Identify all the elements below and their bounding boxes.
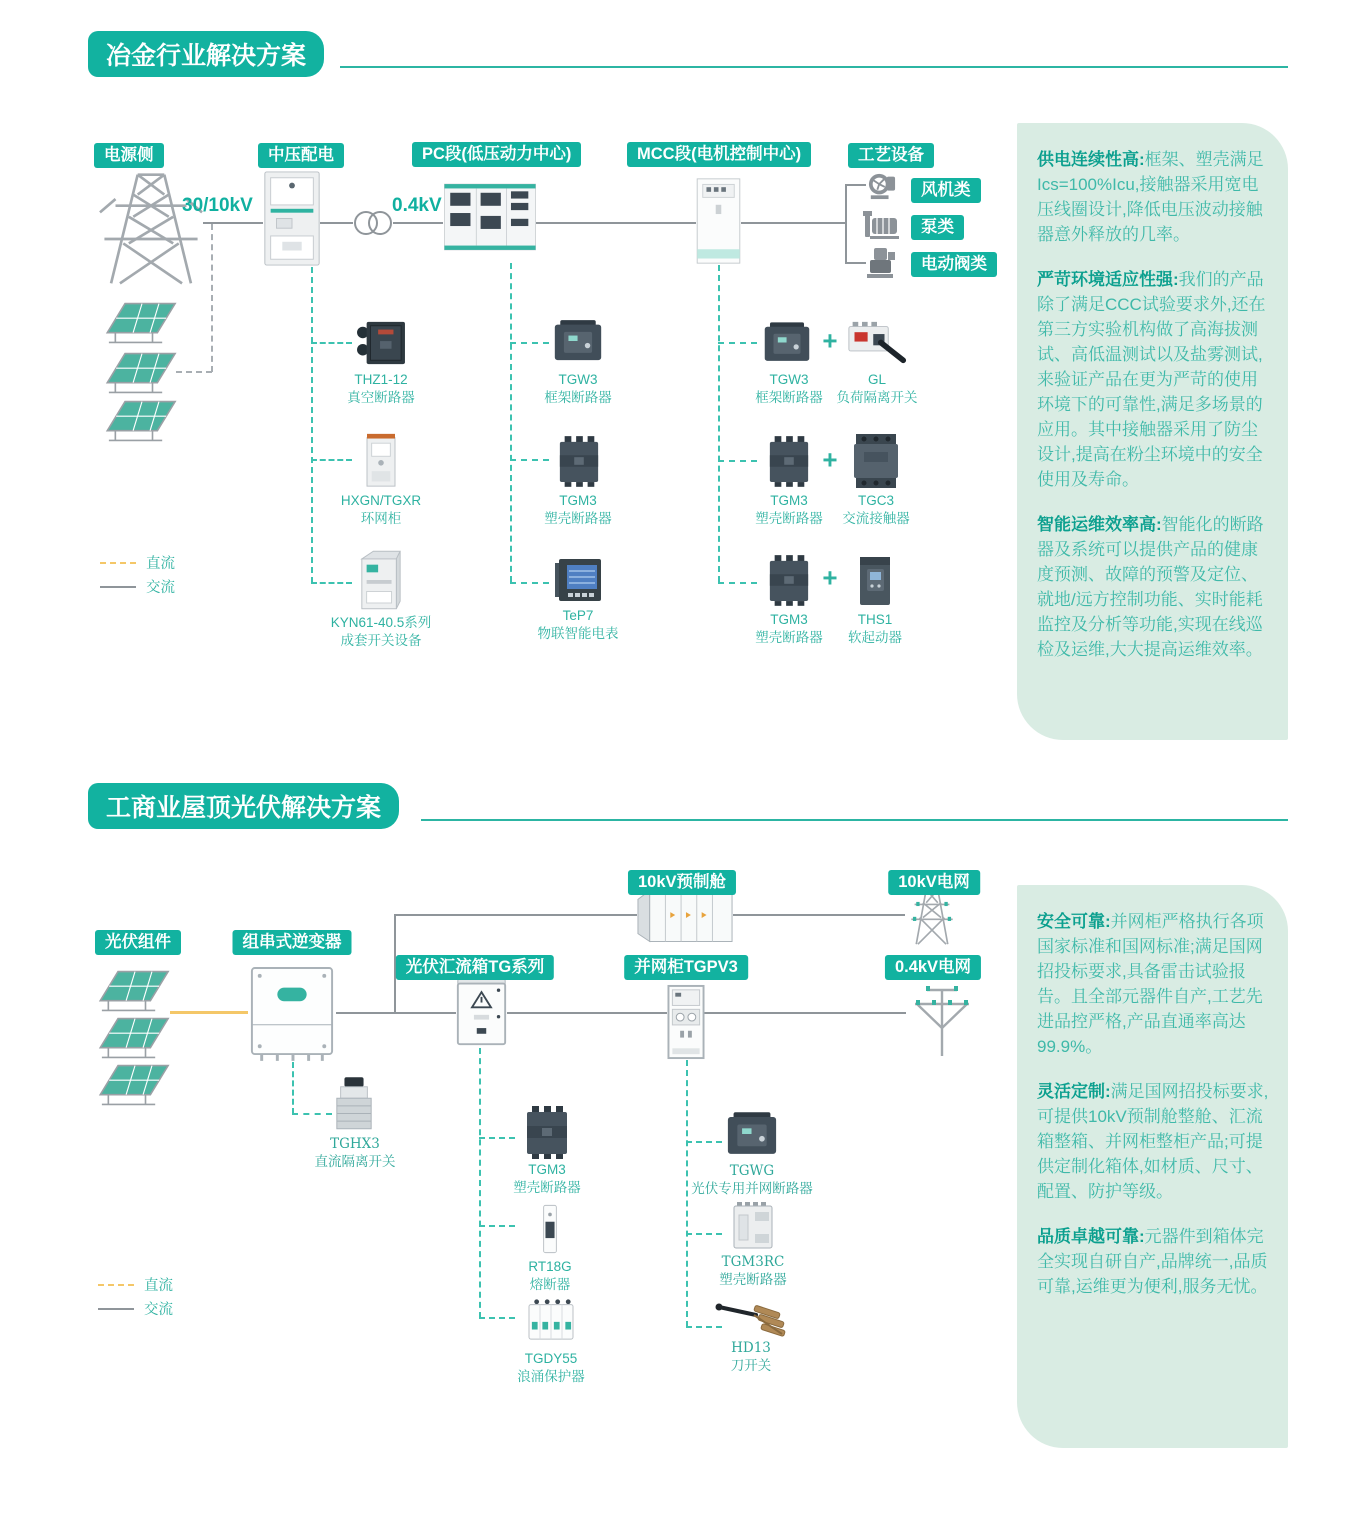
equipment-desc: 框架断路器: [544, 389, 612, 405]
equipment-label: [544, 371, 612, 407]
paragraph-body: 我们的产品除了满足CCC试验要求外,还在第三方实验机构做了高海拔测试、高低温测试以及盐雾测试,来验证产品在更为严苛的使用环境下的可靠性,满足多场景的应用。其中接触器采用了防尘设计,提高在粉尘环境中的安全使用及寿命。: [1037, 270, 1266, 489]
paragraph-lead: 品质卓越可靠:: [1037, 1227, 1145, 1246]
plus-sign: +: [822, 562, 838, 593]
equipment-desc: 光伏专用并网断路器: [691, 1180, 813, 1197]
tgm3-breaker-image: [557, 434, 601, 488]
equipment-desc: 塑壳断路器: [755, 629, 823, 645]
dc-source-dashed-line: [176, 371, 212, 373]
equipment-desc: 塑壳断路器: [544, 510, 612, 526]
paragraph-body: 框架、塑壳满足Ics=100%Icu,接触器采用宽电压线圈设计,降低电压波动接触器意外释放的几率。: [1037, 150, 1264, 244]
mv-dashed-connector: [311, 582, 352, 584]
panel-paragraph: [1037, 512, 1270, 662]
dc-line: [170, 1011, 248, 1014]
legend-dc: [98, 1274, 173, 1295]
legend-ac: [98, 1298, 173, 1319]
equipment-model: HD13: [731, 1340, 771, 1356]
equipment-model: TGW3: [558, 372, 598, 387]
badge-string-inverter: 组串式逆变器: [233, 930, 352, 955]
equipment-model: TGDY55: [524, 1351, 578, 1366]
section2-title-badge: [88, 783, 399, 829]
badge-power-side: 电源侧: [94, 143, 164, 168]
string-inverter-image: [248, 964, 336, 1062]
badge-valve-type: 电动阀类: [911, 252, 997, 277]
section2-title: 工商业屋顶光伏解决方案: [106, 794, 382, 822]
process-branch-line: [845, 184, 866, 186]
equipment-label: [528, 1258, 571, 1294]
equipment-label: [842, 492, 910, 528]
ths1-softstarter-image: [858, 555, 892, 607]
combiner-dashed-connector: [479, 1225, 515, 1227]
equipment-desc: 框架断路器: [755, 389, 823, 405]
mcc-dashed-connector: [718, 265, 720, 582]
voltage-label-lv: 0.4kV: [392, 195, 442, 216]
legend-ac: [100, 576, 175, 597]
ac-line: [741, 222, 847, 224]
equipment-model: THZ1-12: [354, 372, 408, 387]
tep7-meter-image: [553, 557, 603, 603]
equipment-model: TGM3RC: [721, 1254, 785, 1270]
badge-fan-type: 风机类: [911, 178, 981, 203]
paragraph-lead: 严苛环境适应性强:: [1037, 270, 1179, 289]
dc-line-sample: [98, 1284, 134, 1286]
legend-dc-label: 直流: [144, 1278, 173, 1294]
legend-ac-label: 交流: [146, 580, 175, 596]
badge-grid-connection-cabinet: 并网柜TGPV3: [624, 955, 748, 980]
solar-panel-icon: [98, 1064, 172, 1106]
legend-dc: [100, 552, 175, 573]
equipment-desc: 刀开关: [730, 1357, 772, 1374]
paragraph-lead: 安全可靠:: [1037, 912, 1111, 931]
paragraph-body: 智能化的断路器及系统可以提供产品的健康度预测、故障的预警及定位、就地/远方控制功能、实时能耗监控及分析等功能,实现在线巡检及运维,大大提高运维效率。: [1037, 515, 1264, 659]
equipment-model: TGWG: [729, 1163, 775, 1179]
dc-source-dashed-line: [211, 224, 213, 372]
equipment-model: TGC3: [857, 493, 894, 508]
gridcab-dashed-connector: [686, 1141, 722, 1143]
equipment-model: RT18G: [528, 1259, 572, 1274]
paragraph-lead: 灵活定制:: [1037, 1082, 1111, 1101]
equipment-model: HXGN/TGXR: [340, 493, 422, 508]
solar-panel-icon: [105, 400, 179, 442]
tgc3-contactor-image: [852, 432, 900, 490]
badge-mv-distribution: 中压配电: [258, 143, 344, 168]
process-branch-line: [845, 262, 866, 264]
equipment-label: [755, 611, 823, 647]
solar-panel-icon: [98, 970, 172, 1012]
badge-pump-type: 泵类: [911, 215, 964, 240]
equipment-label: [719, 1254, 787, 1290]
equipment-label: [755, 492, 823, 528]
solar-panel-icon: [98, 1017, 172, 1059]
badge-prefab-cabin: 10kV预制舱: [628, 870, 736, 895]
ac-line: [320, 222, 353, 224]
equipment-model: GL: [867, 372, 886, 387]
equipment-desc: 真空断路器: [347, 389, 415, 405]
equipment-label: [513, 1161, 581, 1197]
tgw3-breaker-image: [763, 320, 811, 365]
ac-line: [393, 222, 443, 224]
legend-dc-label: 直流: [146, 556, 175, 572]
distribution-pole-icon: [906, 982, 978, 1058]
tgm3-breaker-image: [524, 1104, 570, 1160]
dc-line-sample: [100, 562, 136, 564]
paragraph-body: 满足国网招投标要求,可提供10kV预制舱整舱、汇流箱整箱、并网柜整柜产品;可提供定制化箱体,如材质、尺寸、配置、防护等级。: [1037, 1082, 1269, 1201]
pv-combiner-box-image: [455, 976, 508, 1048]
ac-line-sample: [100, 586, 136, 588]
plus-sign: +: [822, 325, 838, 356]
equipment-model: TGM3: [559, 493, 597, 508]
mcc-cabinet-image: [695, 177, 742, 265]
paragraph-lead: 智能运维效率高:: [1037, 515, 1162, 534]
panel-paragraph: [1037, 909, 1270, 1059]
gridcab-dashed-connector: [686, 1060, 688, 1327]
tgdy55-spd-image: [527, 1297, 575, 1341]
pump-icon: [862, 210, 900, 240]
badge-pc-section: PC段(低压动力中心): [412, 142, 581, 167]
hxgn-ring-cabinet-image: [365, 432, 397, 488]
equipment-label: [341, 492, 421, 528]
legend-ac-label: 交流: [144, 1302, 173, 1318]
ac-line: [733, 914, 905, 916]
equipment-model: KYN61-40.5系列: [330, 615, 432, 630]
equipment-desc: 负荷隔离开关: [836, 389, 918, 405]
solar-panel-icon: [105, 302, 179, 344]
grid-connection-cabinet-image: [666, 984, 706, 1060]
equipment-desc: 交流接触器: [842, 510, 910, 526]
pc-dashed-connector: [510, 459, 549, 461]
section1-title-badge: [88, 31, 324, 77]
equipment-desc: 环网柜: [360, 510, 402, 526]
hd13-knife-switch-image: [714, 1300, 788, 1338]
section2-title-line: [421, 819, 1288, 821]
panel-paragraph: [1037, 147, 1270, 247]
mv-dashed-connector: [311, 342, 352, 344]
solar-panel-icon: [105, 352, 179, 394]
badge-grid-04kv: 0.4kV电网: [885, 955, 981, 980]
equipment-label: [691, 1163, 813, 1199]
badge-pv-modules: 光伏组件: [95, 930, 181, 955]
transformer-icon: [352, 208, 394, 238]
rt18g-fuse-image: [540, 1202, 560, 1256]
plus-sign: +: [822, 444, 838, 475]
ac-line: [704, 1012, 906, 1014]
motor-valve-icon: [864, 247, 898, 280]
ac-line: [336, 1012, 456, 1014]
combiner-dashed-connector: [479, 1048, 481, 1318]
section1-title: 冶金行业解决方案: [106, 42, 307, 70]
kyn61-cabinet-image: [358, 549, 404, 611]
tghx3-dc-switch-image: [333, 1074, 375, 1132]
gl-switch-image: [847, 320, 907, 365]
mcc-dashed-connector: [718, 460, 757, 462]
gridcab-dashed-connector: [686, 1233, 722, 1235]
mv-dashed-connector: [311, 267, 313, 583]
equipment-model: TGM3: [770, 612, 808, 627]
paragraph-body: 并网柜严格执行各项国家标准和国网标准;满足国网招投标要求,具备雷击试验报告。且全部元器件自产,工艺先进品控严格,产品直通率高达99.9%。: [1037, 912, 1264, 1056]
equipment-desc: 成套开关设备: [340, 632, 422, 648]
info-panel-pv: [1017, 885, 1288, 1448]
equipment-label: [347, 371, 415, 407]
paragraph-body: 元器件到箱体完全实现自研自产,品牌统一,品质可靠,运维更为便利,服务无忧。: [1037, 1227, 1268, 1296]
thz1-12-image: [355, 320, 407, 366]
ac-line: [395, 914, 637, 916]
paragraph-lead: 供电连续性高:: [1037, 150, 1145, 169]
equipment-desc: 软起动器: [848, 629, 902, 645]
transmission-tower-icon: [95, 168, 207, 290]
pc-dashed-connector: [510, 582, 549, 584]
equipment-label: [544, 492, 612, 528]
equipment-label: [731, 1340, 772, 1376]
inverter-dashed-connector: [292, 1113, 332, 1115]
prefab-cabin-image: [636, 886, 734, 948]
equipment-desc: 塑壳断路器: [719, 1271, 787, 1288]
badge-grid-10kv: 10kV电网: [888, 870, 980, 895]
voltage-label-hv: 30/10kV: [182, 195, 253, 216]
equipment-model: THS1: [857, 612, 893, 627]
equipment-model: TGHX3: [330, 1136, 380, 1152]
combiner-dashed-connector: [479, 1137, 515, 1139]
equipment-desc: 塑壳断路器: [755, 510, 823, 526]
section1-title-line: [340, 66, 1288, 68]
equipment-label: [848, 611, 902, 647]
equipment-label: [837, 371, 918, 407]
tgm3-breaker-image: [767, 434, 811, 488]
process-branch-line: [845, 184, 847, 264]
equipment-model: TGM3: [770, 493, 808, 508]
mv-cabinet-image: [262, 170, 322, 267]
pc-dashed-connector: [510, 263, 512, 582]
combiner-dashed-connector: [479, 1317, 515, 1319]
equipment-label: [315, 1136, 396, 1172]
ac-line-sample: [98, 1308, 134, 1310]
tgwg-breaker-image: [726, 1106, 778, 1162]
ac-line: [507, 1012, 667, 1014]
mcc-dashed-connector: [718, 582, 757, 584]
pc-dashed-connector: [510, 342, 549, 344]
equipment-model: TGM3: [528, 1162, 566, 1177]
equipment-desc: 直流隔离开关: [314, 1153, 396, 1170]
equipment-label: [538, 607, 619, 643]
panel-paragraph: [1037, 1079, 1270, 1204]
equipment-model: TGW3: [769, 372, 809, 387]
ac-line: [536, 222, 696, 224]
panel-paragraph: [1037, 1224, 1270, 1299]
pc-switchgear-image: [443, 171, 537, 263]
badge-mcc-section: MCC段(电机控制中心): [627, 142, 811, 167]
inverter-dashed-connector: [292, 1062, 294, 1114]
tgw3-breaker-image: [553, 318, 603, 364]
mcc-dashed-connector: [718, 342, 757, 344]
equipment-desc: 塑壳断路器: [513, 1179, 581, 1195]
mv-dashed-connector: [311, 459, 352, 461]
info-panel-metallurgy: [1017, 123, 1288, 740]
panel-paragraph: [1037, 267, 1270, 492]
equipment-desc: 浪涌保护器: [517, 1368, 585, 1384]
fan-icon: [866, 172, 898, 200]
equipment-model: TeP7: [562, 608, 594, 623]
tgm3-breaker-image: [767, 552, 811, 608]
tgm3rc-breaker-image: [731, 1200, 775, 1250]
badge-pv-combiner-box: 光伏汇流箱TG系列: [396, 955, 554, 980]
equipment-desc: 物联智能电表: [537, 625, 619, 641]
badge-process-equipment: 工艺设备: [848, 143, 934, 168]
equipment-label: [331, 614, 432, 650]
equipment-label: [755, 371, 823, 407]
equipment-desc: 熔断器: [529, 1276, 571, 1292]
equipment-label: [517, 1350, 585, 1386]
